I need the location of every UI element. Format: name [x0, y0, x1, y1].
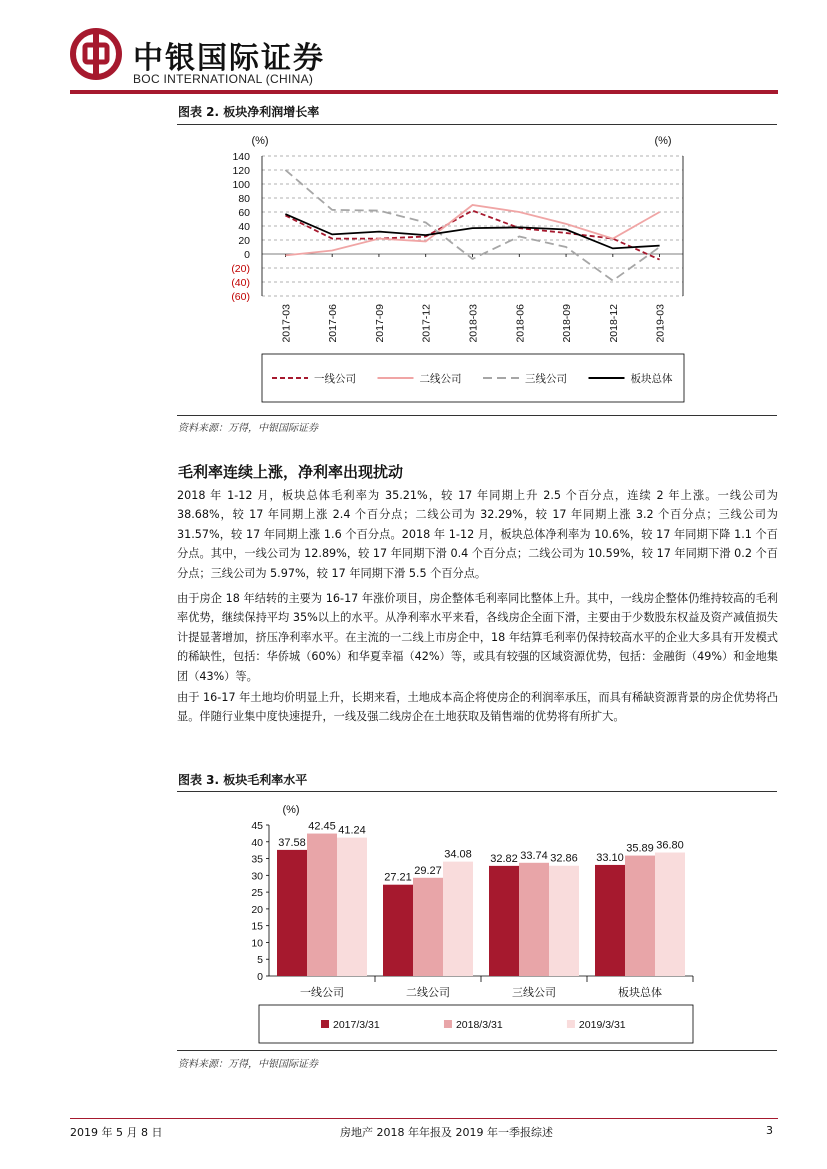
- x-tick-label: 2017-06: [327, 304, 340, 343]
- bar-value-label: 41.24: [338, 824, 366, 837]
- unit-label: (%): [282, 804, 300, 816]
- legend-swatch: [444, 1020, 452, 1028]
- footer-divider: [70, 1118, 778, 1119]
- company-name-en: BOC INTERNATIONAL (CHINA): [133, 72, 314, 86]
- x-tick-label: 2018-09: [561, 304, 574, 343]
- figure2-title: 图表 2. 板块净利润增长率: [178, 105, 320, 119]
- page-number: 3: [766, 1124, 773, 1137]
- x-tick-label: 2017-09: [373, 304, 386, 343]
- boc-logo-icon: [70, 28, 122, 80]
- bar: [489, 866, 519, 976]
- figure3-bottom-rule: [177, 1050, 777, 1051]
- bar: [413, 878, 443, 976]
- bar: [655, 853, 685, 976]
- y-tick-label: 30: [251, 870, 263, 883]
- bar: [337, 838, 367, 976]
- left-unit-label: (%): [251, 135, 269, 147]
- y-tick-label: 15: [251, 920, 263, 933]
- bar-value-label: 33.10: [596, 851, 624, 864]
- figure2-source: 资料来源：万得，中银国际证券: [178, 423, 318, 434]
- legend-label: 2018/3/31: [455, 1019, 503, 1031]
- header-divider: [70, 90, 778, 94]
- legend-label: 板块总体: [630, 373, 673, 385]
- bar-value-label: 37.58: [278, 836, 306, 849]
- y-tick-label: 40: [251, 836, 263, 849]
- right-unit-label: (%): [654, 135, 672, 147]
- y-tick-label: 40: [238, 221, 250, 233]
- bar: [595, 865, 625, 976]
- y-tick-label: (60): [231, 291, 250, 303]
- legend-swatch: [567, 1020, 575, 1028]
- y-tick-label: 25: [251, 887, 263, 900]
- x-tick-label: 2017-03: [280, 304, 293, 343]
- figure3-source: 资料来源：万得，中银国际证券: [178, 1059, 318, 1070]
- y-tick-label: 5: [257, 954, 263, 967]
- y-tick-label: 140: [232, 151, 250, 163]
- bar: [625, 856, 655, 976]
- legend-swatch: [321, 1020, 329, 1028]
- series-line: [285, 170, 659, 281]
- bar: [519, 863, 549, 976]
- legend-label: 2017/3/31: [333, 1019, 380, 1031]
- y-tick-label: 60: [238, 207, 250, 219]
- bar-value-label: 36.80: [656, 839, 684, 852]
- figure2-bottom-rule: [177, 415, 777, 416]
- figure2-top-rule: [177, 124, 777, 125]
- x-tick-label: 板块总体: [618, 987, 662, 999]
- bar: [277, 850, 307, 976]
- bar: [549, 866, 579, 976]
- x-tick-label: 2017-12: [420, 304, 433, 343]
- x-tick-label: 2019-03: [654, 304, 667, 343]
- bar-value-label: 35.89: [626, 842, 654, 855]
- y-tick-label: (40): [231, 277, 250, 289]
- y-tick-label: (20): [231, 263, 250, 275]
- bar: [307, 834, 337, 976]
- section-title: 毛利率连续上涨，净利率出现扰动: [178, 463, 404, 481]
- footer-doc-title: 房地产 2018 年年报及 2019 年一季报综述: [340, 1126, 553, 1139]
- x-tick-label: 2018-06: [514, 304, 527, 343]
- footer-date: 2019 年 5 月 8 日: [70, 1126, 163, 1139]
- legend-label: 三线公司: [525, 373, 567, 385]
- paragraph-2: 由于房企 18 年结转的主要为 16-17 年涨价项目，房企整体毛利率同比整体上升。其中，一线房企整体仍维持较高的毛利率优势，继续保持平均 35%以上的水平。从净利率水平来看，各线房企全面下滑，主要由于少数股东权益及资产减值损失计提显著增加，挤压净利率水平。在主流的一二线上市房企中，18 年结算毛利率仍保持较高水平的企业大多具有开发模式的稀缺性，包括：华侨城（60%）和华夏幸福（42%）等，或具有较强的区域资源优势，包括：金融街（49%）和金地集团（43%）等。: [177, 592, 778, 683]
- legend-label: 二线公司: [419, 373, 462, 385]
- bar: [443, 862, 473, 976]
- net-profit-growth-chart: [177, 126, 778, 416]
- company-logo: [70, 28, 122, 80]
- y-tick-label: 0: [257, 971, 263, 983]
- gross-margin-chart: [177, 793, 778, 1050]
- bar-value-label: 29.27: [414, 864, 442, 877]
- x-tick-label: 一线公司: [300, 987, 344, 999]
- x-tick-label: 二线公司: [406, 987, 450, 999]
- legend-label: 一线公司: [314, 373, 356, 385]
- bar: [383, 885, 413, 976]
- figure3-top-rule: [177, 791, 777, 792]
- y-tick-label: 10: [251, 937, 263, 950]
- legend-label: 2019/3/31: [578, 1019, 626, 1031]
- y-tick-label: 0: [244, 249, 250, 261]
- paragraph-3: 由于 16-17 年土地均价明显上升，长期来看，土地成本高企将使房企的利润率承压，而具有稀缺资源背景的房企优势将凸显。伴随行业集中度快速提升，一线及强二线房企在土地获取及销售端的优势将有所扩大。: [177, 691, 778, 724]
- series-line: [285, 205, 659, 255]
- company-name-cn: 中银国际证券: [133, 41, 325, 76]
- bar-value-label: 32.86: [550, 852, 578, 865]
- y-tick-label: 80: [238, 193, 250, 205]
- x-tick-label: 2018-03: [467, 304, 480, 343]
- paragraph-1: 2018 年 1-12 月，板块总体毛利率为 35.21%，较 17 年同期上升 2.5 个百分点，连续 2 年上涨。一线公司为 38.68%，较 17 年同期上涨 2.4 个百分点；二线公司为 32.29%，较 17 年同期上涨 3.2 个百分点；三线公司为 31.57%，较 17 年同期上涨 1.6 个百分点。2018 年 1-12 月，板块总体净利率为 10.6%，较 17 年同期下降 1.1 个百分点。其中，一线公司为 12.89%，较 17 年同期下滑 0.4 个百分点；二线公司为 10.59%，较 17 年同期下滑 0.2 个百分点；三线公司为 5.97%，较 17 年同期下滑 5.5 个百分点。: [177, 489, 778, 580]
- x-tick-label: 三线公司: [512, 987, 556, 999]
- bar-value-label: 42.45: [308, 820, 336, 833]
- bar-value-label: 34.08: [444, 848, 472, 861]
- bar-value-label: 32.82: [490, 852, 518, 865]
- y-tick-label: 20: [251, 903, 263, 916]
- y-tick-label: 20: [238, 235, 250, 247]
- y-tick-label: 45: [251, 820, 263, 832]
- bar-value-label: 27.21: [384, 871, 412, 884]
- figure3-title: 图表 3. 板块毛利率水平: [178, 773, 308, 787]
- bar-value-label: 33.74: [520, 849, 548, 862]
- x-tick-label: 2018-12: [607, 304, 620, 343]
- y-tick-label: 100: [232, 179, 250, 191]
- y-tick-label: 35: [251, 853, 263, 866]
- y-tick-label: 120: [232, 165, 250, 177]
- series-line: [285, 214, 659, 248]
